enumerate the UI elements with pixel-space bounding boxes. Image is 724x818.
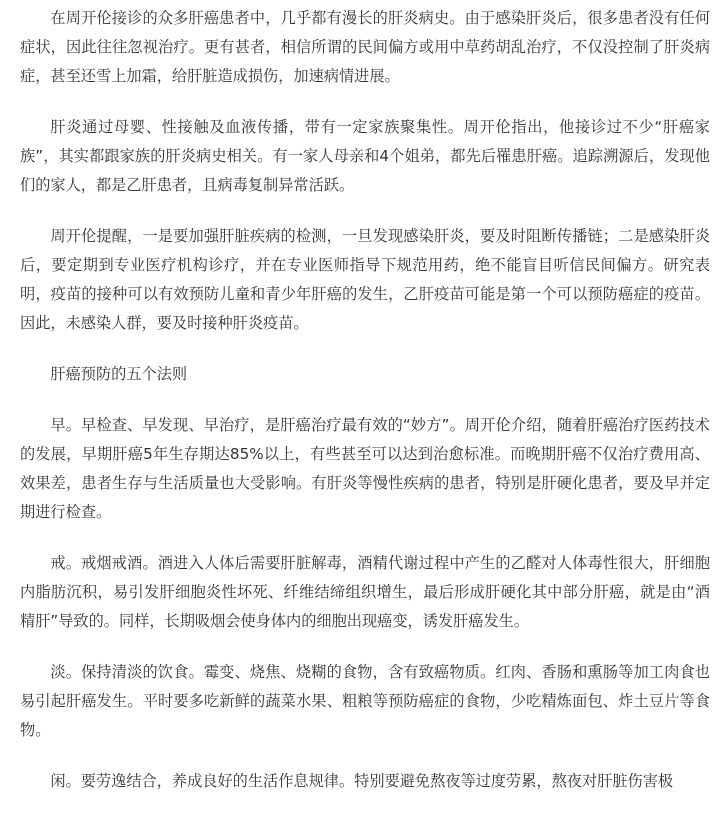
paragraph-rule-light-diet: 淡。保持清淡的饮食。霉变、烧焦、烧糊的食物，含有致癌物质。红肉、香肠和熏肠等加工肉食也易引起肝癌发生。平时要多吃新鲜的蔬菜水果、粗粮等预防癌症的食物，少吃精炼面包、炸土豆片等食物。 xyxy=(20,663,710,739)
paragraph-rule-quit: 戒。戒烟戒酒。酒进入人体后需要肝脏解毒，酒精代谢过程中产生的乙醛对人体毒性很大，肝细胞内脂肪沉积，易引发肝细胞炎性坏死、纤维结缔组织增生，最后形成肝硬化其中部分肝癌，就是由“酒精肝”导致的。同样，长期吸烟会使身体内的细胞出现癌变，诱发肝癌发生。 xyxy=(20,554,710,630)
paragraph-prevention-advice: 周开伦提醒，一是要加强肝脏疾病的检测，一旦发现感染肝炎，要及时阻断传播链；二是感染肝炎后，要定期到专业医疗机构诊疗，并在专业医师指导下规范用药，绝不能盲目听信民间偏方。研究表明，疫苗的接种可以有效预防儿童和青少年肝癌的发生，乙肝疫苗可能是第一个可以预防癌症的疫苗。因此，未感染人群，要及时接种肝炎疫苗。 xyxy=(20,227,710,332)
paragraph-rule-early: 早。早检查、早发现、早治疗，是肝癌治疗最有效的“妙方”。周开伦介绍，随着肝癌治疗医药技术的发展，早期肝癌5年生存期达85%以上，有些甚至可以达到治愈标准。而晚期肝癌不仅治疗费用高、效果差，患者生存与生活质量也大受影响。有肝炎等慢性疾病的患者，特别是肝硬化患者，要及早并定期进行检查。 xyxy=(20,416,710,521)
article-body xyxy=(20,4,710,818)
paragraph-rule-rest: 闲。要劳逸结合，养成良好的生活作息规律。特别要避免熬夜等过度劳累，熬夜对肝脏伤害极 xyxy=(50,772,674,790)
paragraph-family-transmission: 肝炎通过母婴、性接触及血液传播，带有一定家族聚集性。周开伦指出，他接诊过不少“肝癌家族”，其实都跟家族的肝炎病史相关。有一家人母亲和4个姐弟，都先后罹患肝癌。追踪溯源后，发现他们的家人，都是乙肝患者，且病毒复制异常活跃。 xyxy=(20,118,710,194)
paragraph-hepatitis-history: 在周开伦接诊的众多肝癌患者中，几乎都有漫长的肝炎病史。由于感染肝炎后，很多患者没有任何症状，因此往往忽视治疗。更有甚者，相信所谓的民间偏方或用中草药胡乱治疗，不仅没控制了肝炎病症，甚至还雪上加霜，给肝脏造成损伤，加速病情进展。 xyxy=(20,9,710,85)
section-heading-five-rules: 肝癌预防的五个法则 xyxy=(50,365,188,383)
